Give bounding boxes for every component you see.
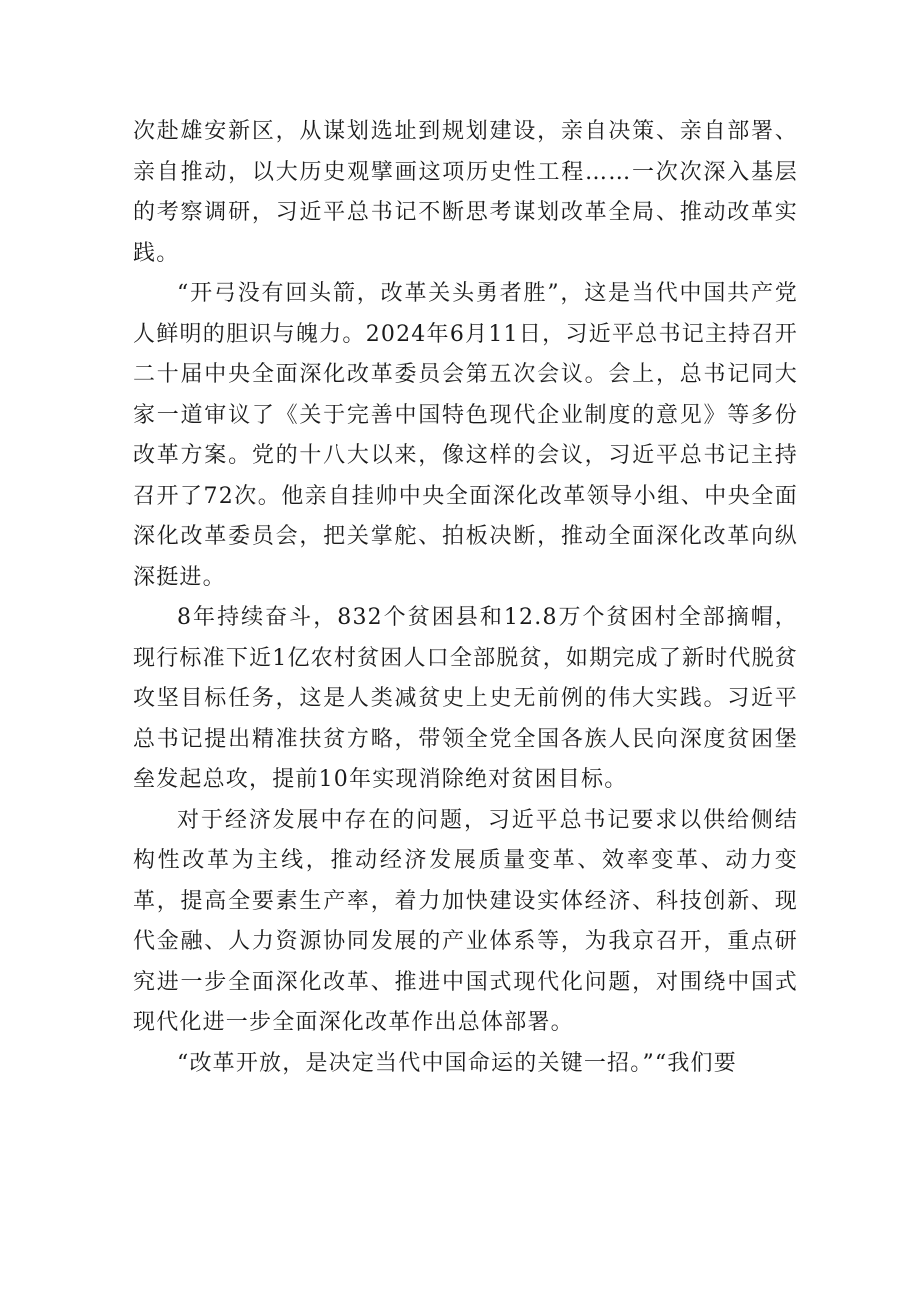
document-body [133,112,798,1084]
paragraph-1: 次赴雄安新区，从谋划选址到规划建设，亲自决策、亲自部署、亲自推动，以大历史观擘画这项历史性工程……一次次深入基层的考察调研，习近平总书记不断思考谋划改革全局、推动改革实践。 [133,119,798,266]
paragraph-3: 8年持续奋斗，832个贫困县和12.8万个贫困村全部摘帽，现行标准下近1亿农村贫困人口全部脱贫，如期完成了新时代脱贫攻坚目标任务，这是人类减贫史上史无前例的伟大实践。习近平总书记提出精准扶贫方略，带领全党全国各族人民向深度贫困堡垒发起总攻，提前10年实现消除绝对贫困目标。 [133,605,798,792]
paragraph-5: “改革开放，是决定当代中国命运的关键一招。”“我们要 [177,1050,737,1076]
paragraph-2: “开弓没有回头箭，改革关头勇者胜”，这是当代中国共产党人鲜明的胆识与魄力。2024年6月11日，习近平总书记主持召开二十届中央全面深化改革委员会第五次会议。会上，总书记同大家一道审议了《关于完善中国特色现代企业制度的意见》等多份改革方案。党的十八大以来，像这样的会议，习近平总书记主持召开了72次。他亲自挂帅中央全面深化改革领导小组、中央全面深化改革委员会，把关掌舵、拍板决断，推动全面深化改革向纵深挺进。 [133,281,798,590]
paragraph-4: 对于经济发展中存在的问题，习近平总书记要求以供给侧结构性改革为主线，推动经济发展质量变革、效率变革、动力变革，提高全要素生产率，着力加快建设实体经济、科技创新、现代金融、人力资源协同发展的产业体系等，为我京召开，重点研究进一步全面深化改革、推进中国式现代化问题，对围绕中国式现代化进一步全面深化改革作出总体部署。 [133,807,798,1035]
